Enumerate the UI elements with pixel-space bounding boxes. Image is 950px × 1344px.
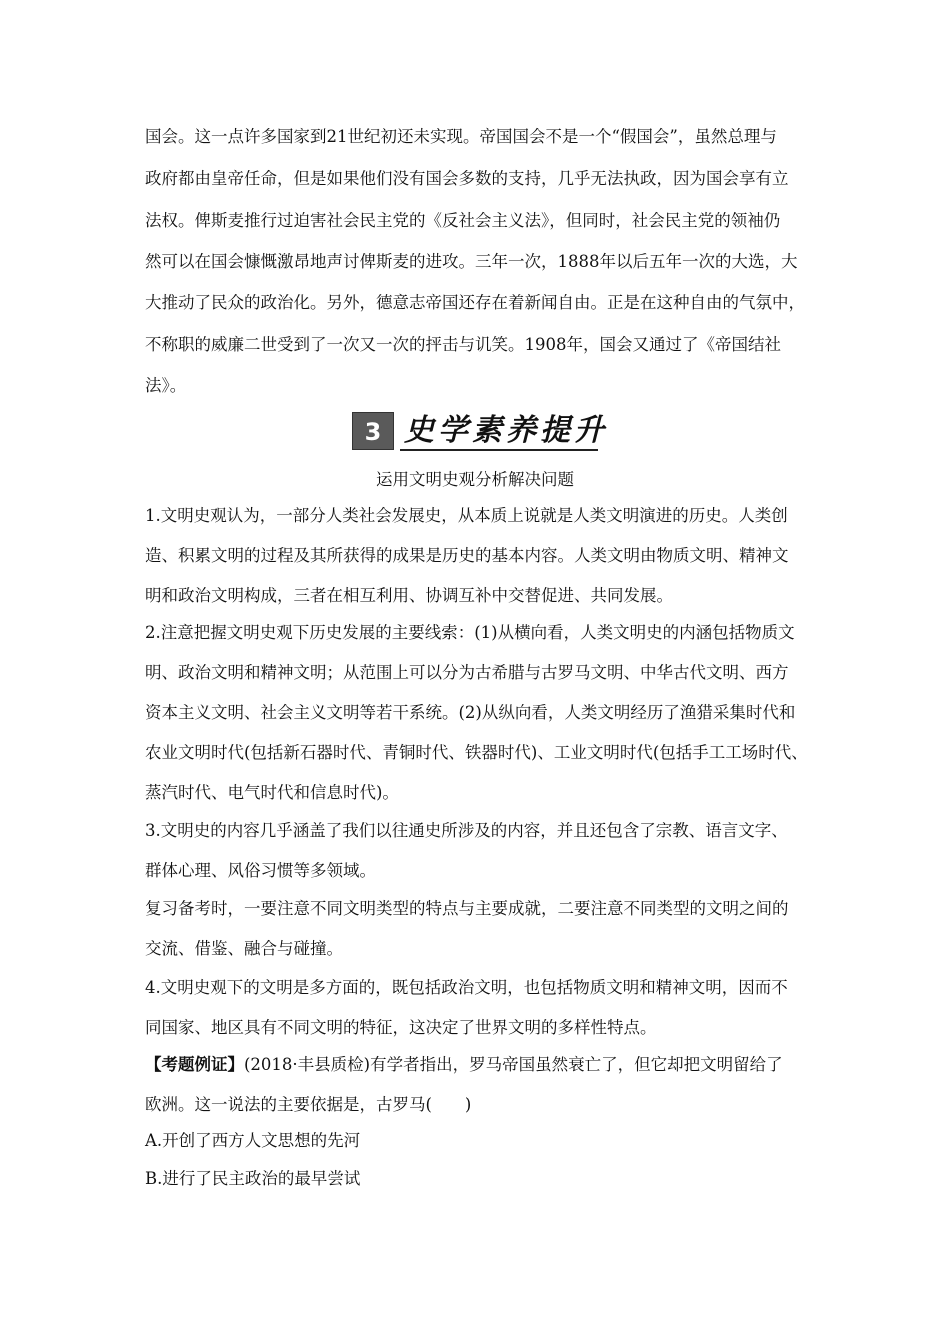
section-number-badge	[352, 412, 394, 450]
example-line: 欧洲。这一说法的主要依据是，古罗马( )	[145, 1095, 472, 1114]
example-line	[145, 1054, 783, 1076]
body-line: 1.文明史观认为，一部分人类社会发展史，从本质上说就是人类文明演进的历史。人类创	[145, 506, 788, 525]
body-line: 4.文明史观下的文明是多方面的，既包括政治文明，也包括物质文明和精神文明，因而不	[145, 978, 788, 997]
body-line: 交流、借鉴、融合与碰撞。	[145, 939, 343, 958]
intro-line: 不称职的威廉二世受到了一次又一次的抨击与讥笑。1908年，国会又通过了《帝国结社	[145, 335, 781, 354]
example-label: 【考题例证】	[145, 1055, 244, 1074]
intro-line: 政府都由皇帝任命，但是如果他们没有国会多数的支持，几乎无法执政，因为国会享有立	[145, 169, 789, 188]
body-line: 同国家、地区具有不同文明的特征，这决定了世界文明的多样性特点。	[145, 1018, 657, 1037]
body-line: 明和政治文明构成，三者在相互利用、协调互补中交替促进、共同发展。	[145, 586, 673, 605]
body-line: 3.文明史的内容几乎涵盖了我们以往通史所涉及的内容，并且还包含了宗教、语言文字、	[145, 821, 788, 840]
intro-line: 法》。	[145, 376, 187, 395]
section-number: 3	[364, 418, 382, 446]
answer-option-b: B.进行了民主政治的最早尝试	[145, 1169, 361, 1188]
body-line: 资本主义文明、社会主义文明等若干系统。(2)从纵向看，人类文明经历了渔猎采集时代和	[145, 703, 796, 722]
body-line: 明、政治文明和精神文明；从范围上可以分为古希腊与古罗马文明、中华古代文明、西方	[145, 663, 789, 682]
body-line: 蒸汽时代、电气时代和信息时代)。	[145, 783, 399, 802]
intro-line: 然可以在国会慷慨激昂地声讨俾斯麦的进攻。三年一次，1888年以后五年一次的大选，大	[145, 252, 798, 271]
example-text: (2018·丰县质检)有学者指出，罗马帝国虽然衰亡了，但它却把文明留给了	[244, 1055, 783, 1074]
body-line: 农业文明时代(包括新石器时代、青铜时代、铁器时代)、工业文明时代(包括手工工场时代、	[145, 743, 808, 762]
section-title: 史学素养提升	[404, 413, 608, 448]
answer-option-a: A.开创了西方人文思想的先河	[145, 1131, 361, 1150]
body-line: 造、积累文明的过程及其所获得的成果是历史的基本内容。人类文明由物质文明、精神文	[145, 546, 789, 565]
section-subtitle: 运用文明史观分析解决问题	[376, 470, 574, 489]
intro-line: 国会。这一点许多国家到21世纪初还未实现。帝国国会不是一个“假国会”，虽然总理与	[145, 127, 777, 146]
body-line: 群体心理、风俗习惯等多领域。	[145, 861, 376, 880]
section-heading	[352, 412, 608, 452]
body-line: 复习备考时，一要注意不同文明类型的特点与主要成就，二要注意不同类型的文明之间的	[145, 899, 789, 918]
intro-line: 法权。俾斯麦推行过迫害社会民主党的《反社会主义法》，但同时，社会民主党的领袖仍	[145, 211, 781, 230]
intro-line: 大推动了民众的政治化。另外，德意志帝国还存在着新闻自由。正是在这种自由的气氛中，	[145, 293, 805, 312]
section-title-underline	[400, 449, 598, 451]
body-line: 2.注意把握文明史观下历史发展的主要线索：(1)从横向看，人类文明史的内涵包括物质文	[145, 623, 795, 642]
